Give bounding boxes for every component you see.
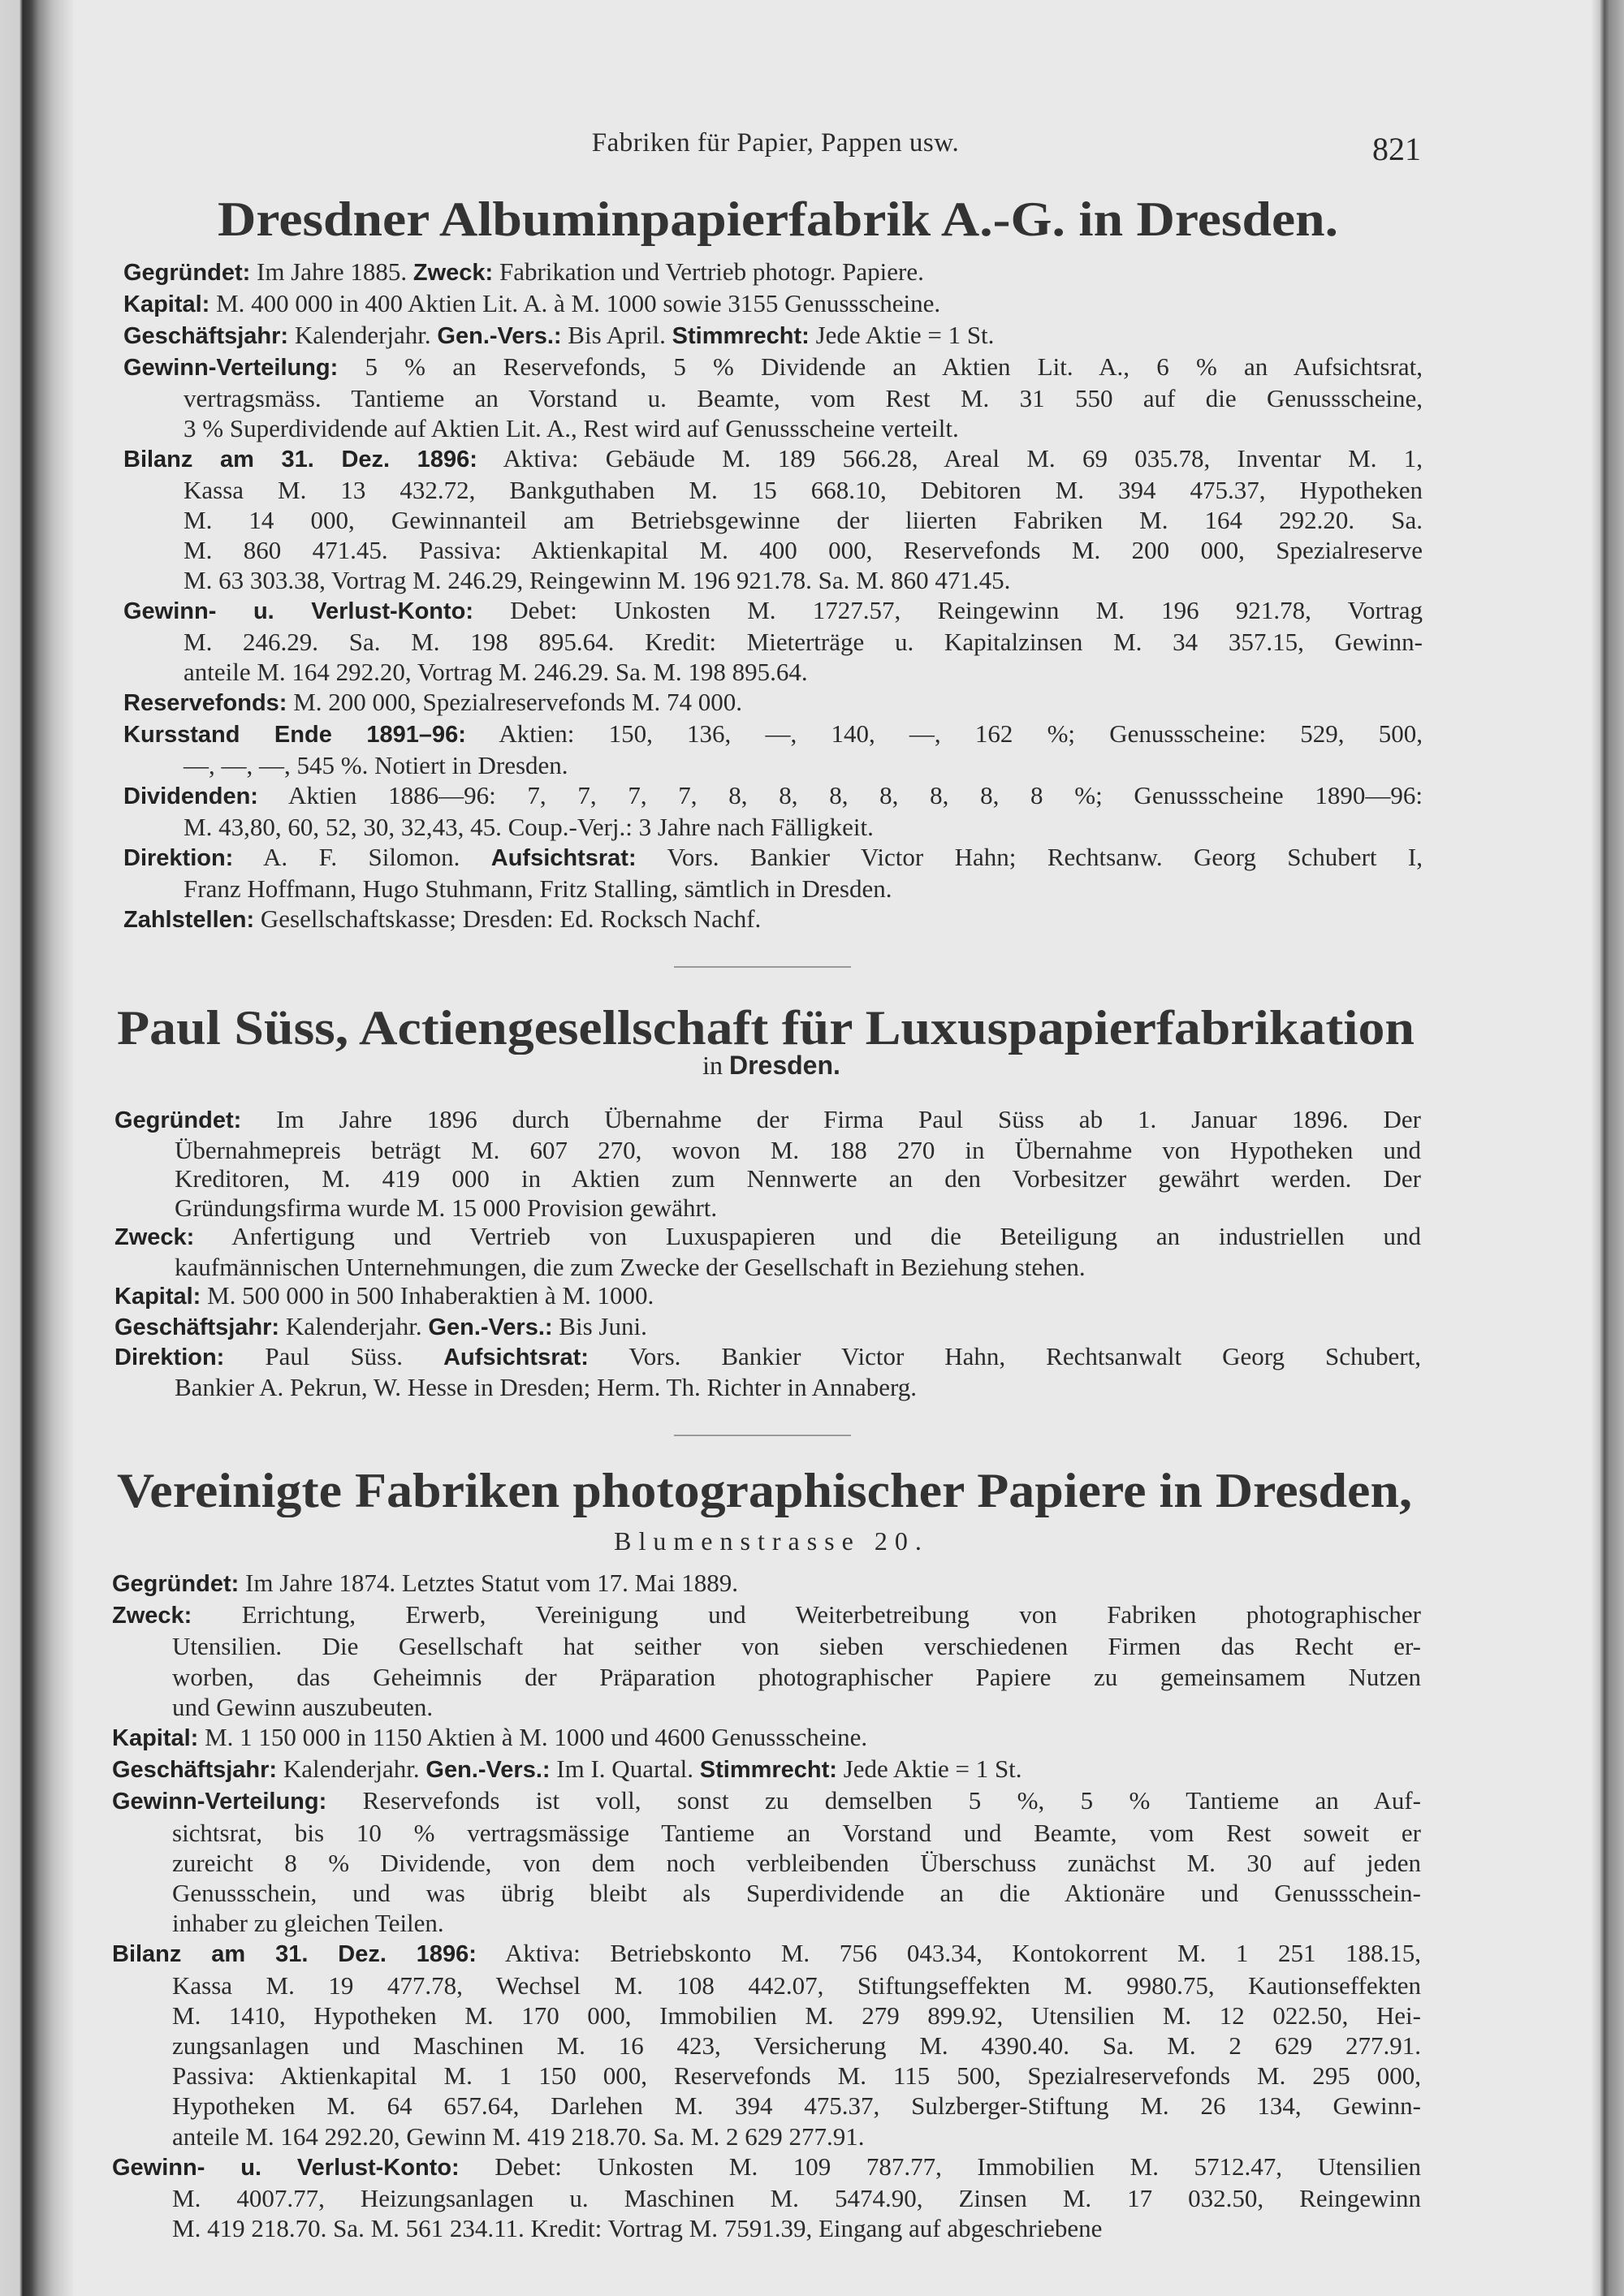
text-line (123, 842, 1423, 874)
text-line (112, 1818, 1421, 1848)
field-label: Zweck: (412, 260, 494, 286)
field-value: Anfertigung und Vertrieb von Luxuspapieren und die Beteiligung an industriellen und (194, 1222, 1421, 1250)
field-value: M. 4007.77, Heizungsanlagen u. Maschinen M. 5474.90, Zinsen M. 17 032.50, Reingewinn (172, 2184, 1421, 2213)
field-value: zungsanlagen und Maschinen M. 16 423, Versicherung M. 4390.40. Sa. M. 2 629 277.91. (172, 2031, 1421, 2061)
entry-paragraph (112, 2151, 1421, 2244)
text-line (114, 1222, 1421, 1253)
text-line (114, 1342, 1421, 1373)
text-line (123, 443, 1423, 475)
entry-paragraph (123, 719, 1423, 780)
text-line (123, 352, 1423, 383)
field-value: Kalenderjahr. (288, 321, 438, 349)
text-line (112, 2213, 1421, 2243)
entry-paragraph (123, 687, 1423, 719)
text-line (112, 2061, 1421, 2091)
company-title-1-text: Dresdner Albuminpapierfabrik A.-G. in Dresden. (218, 192, 1338, 246)
entry-paragraph (123, 842, 1423, 904)
entry-paragraph (123, 443, 1423, 595)
company-entry-2 (114, 1105, 1421, 1401)
field-value: M. 14 000, Gewinnanteil am Betriebsgewinne der liierten Fabriken M. 164 292.20. Sa. (184, 506, 1423, 534)
field-value: Im I. Quartal. (550, 1754, 700, 1784)
text-line (112, 1692, 1421, 1722)
field-value: M. 43,80, 60, 52, 30, 32,43, 45. Coup.-Verj.: 3 Jahre nach Fälligkeit. (184, 813, 874, 841)
text-line (112, 1848, 1421, 1878)
field-value: Aktiva: Betriebskonto M. 756 043.34, Kontokorrent M. 1 251 188.15, (476, 1939, 1422, 1968)
field-value: vertragsmäss. Tantieme an Vorstand u. Beamte, vom Rest M. 31 550 auf die Genussscheine, (184, 384, 1423, 412)
field-value: Gründungsfirma wurde M. 15 000 Provision gewährt. (175, 1193, 718, 1222)
company-location-2 (0, 1051, 1543, 1081)
company-title-2-text: Paul Süss, Actiengesellschaft für Luxuspapierfabrikation (117, 1001, 1415, 1055)
scan-binding-edge-left (0, 0, 73, 2296)
field-label: Geschäftsjahr: (112, 1757, 278, 1784)
field-value: M. 400 000 in 400 Aktien Lit. A. à M. 1000 sowie 3155 Genussscheine. (209, 289, 941, 317)
location-prefix: in (702, 1051, 723, 1080)
text-line (123, 257, 1423, 288)
text-line (123, 780, 1423, 812)
text-line (123, 812, 1423, 842)
field-label: Kapital: (114, 1284, 201, 1310)
field-value: Bankier A. Pekrun, W. Hesse in Dresden; Herm. Th. Richter in Annaberg. (175, 1372, 918, 1401)
entry-paragraph (114, 1342, 1421, 1401)
field-label: Stimmrecht: (672, 323, 810, 349)
field-value: Kalenderjahr. (279, 1311, 429, 1340)
field-value: Jede Aktie = 1 St. (836, 1754, 1022, 1784)
company-entry-3 (112, 1568, 1421, 2243)
text-line (112, 2031, 1421, 2061)
text-line (112, 1599, 1421, 1631)
field-label: Gen.-Vers.: (425, 1757, 551, 1784)
field-label: Gegründet: (112, 1571, 240, 1597)
field-label: Direktion: (114, 1344, 225, 1370)
running-title: Fabriken für Papier, Pappen usw. (591, 128, 960, 158)
entry-paragraph (123, 257, 1423, 288)
field-label: Gewinn-Verteilung: (112, 1789, 327, 1815)
field-label: Kapital: (112, 1725, 199, 1752)
field-value: Errichtung, Erwerb, Vereinigung und Weiterbetreibung von Fabriken photographischer (192, 1600, 1421, 1629)
page-number: 821 (1372, 131, 1421, 167)
entry-paragraph (123, 780, 1423, 842)
field-value: Vors. Bankier Victor Hahn; Rechtsanw. Georg Schubert I, (636, 843, 1423, 871)
entry-paragraph (123, 595, 1423, 687)
field-label: Gen.-Vers.: (437, 323, 562, 349)
text-line (123, 535, 1423, 565)
field-value: Franz Hoffmann, Hugo Stuhmann, Fritz Stalling, sämtlich in Dresden. (184, 874, 892, 903)
text-line (123, 904, 1423, 935)
field-label: Kursstand Ende 1891–96: (123, 722, 466, 748)
text-line (123, 657, 1423, 687)
company-title-1 (0, 192, 1624, 248)
field-label: Gewinn- u. Verlust-Konto: (123, 598, 474, 624)
entry-paragraph (114, 1281, 1421, 1312)
field-value: Im Jahre 1885. (250, 257, 413, 286)
field-value: Bis April. (561, 321, 672, 349)
field-value: sichtsrat, bis 10 % vertragsmässige Tantieme an Vorstand und Beamte, vom Rest soweit er (172, 1818, 1421, 1847)
field-label: Gegründet: (114, 1107, 242, 1133)
field-value: Aktien 1886—96: 7, 7, 7, 7, 8, 8, 8, 8, 8, 8, 8 %; Genussscheine 1890—96: (257, 781, 1423, 809)
field-value: Paul Süss. (224, 1342, 444, 1370)
text-line (114, 1253, 1421, 1282)
field-value: 5 % an Reservefonds, 5 % Dividende an Aktien Lit. A., 6 % an Aufsichtsrat, (338, 352, 1423, 381)
text-line (123, 719, 1423, 750)
company-address-3: Blumenstrasse 20. (614, 1526, 929, 1556)
field-label: Zweck: (114, 1224, 195, 1250)
field-value: Aktien: 150, 136, —, 140, —, 162 %; Genussscheine: 529, 500, (465, 719, 1423, 748)
entry-paragraph (114, 1105, 1421, 1222)
field-value: M. 419 218.70. Sa. M. 561 234.11. Kredit: Vortrag M. 7591.39, Eingang auf abgeschriebene (172, 2214, 1103, 2243)
text-line (123, 750, 1423, 780)
field-value: M. 246.29. Sa. M. 198 895.64. Kredit: Mieterträge u. Kapitalzinsen M. 34 357.15, Gewinn- (184, 628, 1423, 656)
text-line (112, 1785, 1421, 1817)
field-value: A. F. Silomon. (233, 843, 491, 871)
field-value: Debet: Unkosten M. 109 787.77, Immobilien M. 5712.47, Utensilien (459, 2151, 1422, 2181)
company-entry-1 (123, 257, 1423, 935)
location-place: Dresden. (728, 1051, 840, 1080)
field-value: Fabrikation und Vertrieb photogr. Papiere. (493, 257, 924, 286)
section-divider (674, 966, 851, 968)
entry-paragraph (123, 320, 1423, 352)
text-line (123, 595, 1423, 627)
field-label: Aufsichtsrat: (490, 845, 637, 871)
text-line (114, 1164, 1421, 1193)
field-value: Kassa M. 19 477.78, Wechsel M. 108 442.07, Stiftungseffekten M. 9980.75, Kautionseffekten (172, 1970, 1421, 2000)
field-value: Passiva: Aktienkapital M. 1 150 000, Reservefonds M. 115 500, Spezialreservefonds M. 295 000, (172, 2061, 1421, 2091)
field-label: Kapital: (123, 291, 210, 317)
text-line (112, 1568, 1421, 1599)
text-line (112, 1938, 1421, 1970)
field-value: anteile M. 164 292.20, Gewinn M. 419 218.70. Sa. M. 2 629 277.91. (172, 2121, 865, 2151)
text-line (112, 2091, 1421, 2121)
field-label: Gen.-Vers.: (428, 1314, 553, 1340)
entry-paragraph (114, 1312, 1421, 1343)
text-line (114, 1193, 1421, 1223)
field-value: Gesellschaftskasse; Dresden: Ed. Rocksch Nachf. (254, 904, 762, 933)
field-value: zureicht 8 % Dividende, von dem noch verbleibenden Überschuss zunächst M. 30 auf jeden (172, 1848, 1421, 1877)
field-label: Geschäftsjahr: (114, 1314, 280, 1340)
text-line (123, 475, 1423, 505)
text-line (112, 1722, 1421, 1754)
text-line (112, 2121, 1421, 2151)
entry-paragraph (112, 1722, 1421, 1754)
field-value: M. 1 150 000 in 1150 Aktien à M. 1000 und 4600 Genussscheine. (198, 1723, 868, 1752)
text-line (123, 565, 1423, 595)
field-value: Im Jahre 1874. Letztes Statut vom 17. Mai 1889. (239, 1569, 739, 1597)
field-value: Utensilien. Die Gesellschaft hat seither von sieben verschiedenen Firmen das Recht er- (172, 1632, 1421, 1661)
text-line (123, 383, 1423, 413)
field-value: Bis Juni. (552, 1311, 647, 1340)
field-value: Aktiva: Gebäude M. 189 566.28, Areal M. 69 035.78, Inventar M. 1, (477, 444, 1423, 473)
field-value: 3 % Superdividende auf Aktien Lit. A., Rest wird auf Genussscheine verteilt. (184, 414, 959, 442)
field-value: Genussschein, und was übrig bleibt als Superdividende an die Aktionäre und Genussschein- (172, 1879, 1421, 1908)
text-line (112, 1878, 1421, 1908)
entry-paragraph (114, 1222, 1421, 1281)
text-line (114, 1136, 1421, 1165)
field-label: Bilanz am 31. Dez. 1896: (123, 447, 477, 473)
text-line (112, 1970, 1421, 2000)
text-line (112, 1908, 1421, 1938)
field-value: Jede Aktie = 1 St. (809, 321, 995, 349)
field-label: Bilanz am 31. Dez. 1896: (112, 1941, 477, 1968)
field-value: M. 63 303.38, Vortrag M. 246.29, Reingewinn M. 196 921.78. Sa. M. 860 471.45. (184, 566, 1011, 594)
entry-paragraph (123, 904, 1423, 935)
field-value: Vors. Bankier Victor Hahn, Rechtsanwalt Georg Schubert, (588, 1342, 1421, 1370)
field-label: Gewinn- u. Verlust-Konto: (112, 2154, 460, 2181)
field-value: Kreditoren, M. 419 000 in Aktien zum Nennwerte an den Vorbesitzer gewährt werden. Der (175, 1164, 1421, 1193)
field-label: Stimmrecht: (699, 1757, 837, 1784)
section-divider (674, 1435, 851, 1436)
field-label: Aufsichtsrat: (443, 1344, 589, 1370)
field-value: Kassa M. 13 432.72, Bankguthaben M. 15 668.10, Debitoren M. 394 475.37, Hypotheken (184, 476, 1423, 504)
company-title-3 (0, 1463, 1624, 1519)
entry-paragraph (112, 1568, 1421, 1599)
field-label: Direktion: (123, 845, 234, 871)
field-value: inhaber zu gleichen Teilen. (172, 1909, 444, 1938)
text-line (123, 288, 1423, 320)
text-line (123, 627, 1423, 657)
field-value: anteile M. 164 292.20, Vortrag M. 246.29. Sa. M. 198 895.64. (184, 658, 808, 686)
field-value: kaufmännischen Unternehmungen, die zum Zwecke der Gesellschaft in Beziehung stehen. (175, 1252, 1086, 1281)
text-line (112, 1631, 1421, 1661)
entry-paragraph (123, 288, 1423, 320)
field-value: Kalenderjahr. (277, 1754, 426, 1784)
entry-paragraph (112, 1785, 1421, 1938)
text-line (112, 2151, 1421, 2183)
field-value: —, —, —, 545 %. Notiert in Dresden. (184, 751, 568, 779)
text-line (123, 413, 1423, 443)
field-label: Reservefonds: (123, 690, 287, 716)
text-line (114, 1281, 1421, 1312)
field-value: Hypotheken M. 64 657.64, Darlehen M. 394 475.37, Sulzberger-Stiftung M. 26 134, Gewinn- (172, 2091, 1421, 2121)
entry-paragraph (112, 1754, 1421, 1785)
text-line (123, 687, 1423, 719)
company-title-3-text: Vereinigte Fabriken photographischer Papiere in Dresden, (117, 1464, 1412, 1517)
field-value: und Gewinn auszubeuten. (172, 1692, 434, 1721)
field-value: worben, das Geheimnis der Präparation photographischer Papiere zu gemeinsamem Nutzen (172, 1662, 1421, 1691)
field-value: M. 500 000 in 500 Inhaberaktien à M. 1000. (201, 1281, 654, 1310)
field-label: Zweck: (112, 1603, 192, 1629)
entry-paragraph (123, 352, 1423, 443)
field-value: M. 200 000, Spezialreservefonds M. 74 000. (287, 688, 742, 716)
field-value: Übernahmepreis beträgt M. 607 270, wovon M. 188 270 in Übernahme von Hypotheken und (175, 1135, 1421, 1164)
text-line (123, 320, 1423, 352)
field-value: M. 860 471.45. Passiva: Aktienkapital M. 400 000, Reservefonds M. 200 000, Spezialreserve (184, 536, 1423, 564)
text-line (123, 874, 1423, 904)
text-line (123, 505, 1423, 535)
entry-paragraph (112, 1599, 1421, 1722)
field-label: Gegründet: (123, 260, 251, 286)
text-line (114, 1312, 1421, 1343)
scan-binding-edge-right (1592, 0, 1624, 2296)
text-line (112, 2183, 1421, 2213)
field-value: M. 1410, Hypotheken M. 170 000, Immobilien M. 279 899.92, Utensilien M. 12 022.50, Hei- (172, 2000, 1421, 2030)
field-value: Reservefonds ist voll, sonst zu demselben 5 %, 5 % Tantieme an Auf- (326, 1786, 1421, 1815)
field-label: Geschäftsjahr: (123, 323, 289, 349)
text-line (112, 2000, 1421, 2031)
text-line (112, 1662, 1421, 1692)
field-label: Zahlstellen: (123, 907, 255, 933)
company-title-2 (0, 1000, 1624, 1056)
entry-paragraph (112, 1938, 1421, 2151)
text-line (114, 1105, 1421, 1136)
field-value: Im Jahre 1896 durch Übernahme der Firma Paul Süss ab 1. Januar 1896. Der (241, 1105, 1421, 1133)
field-label: Gewinn-Verteilung: (123, 355, 339, 381)
field-value: Debet: Unkosten M. 1727.57, Reingewinn M. 196 921.78, Vortrag (473, 596, 1423, 624)
field-label: Dividenden: (123, 783, 258, 809)
text-line (112, 1754, 1421, 1785)
text-line (114, 1373, 1421, 1402)
